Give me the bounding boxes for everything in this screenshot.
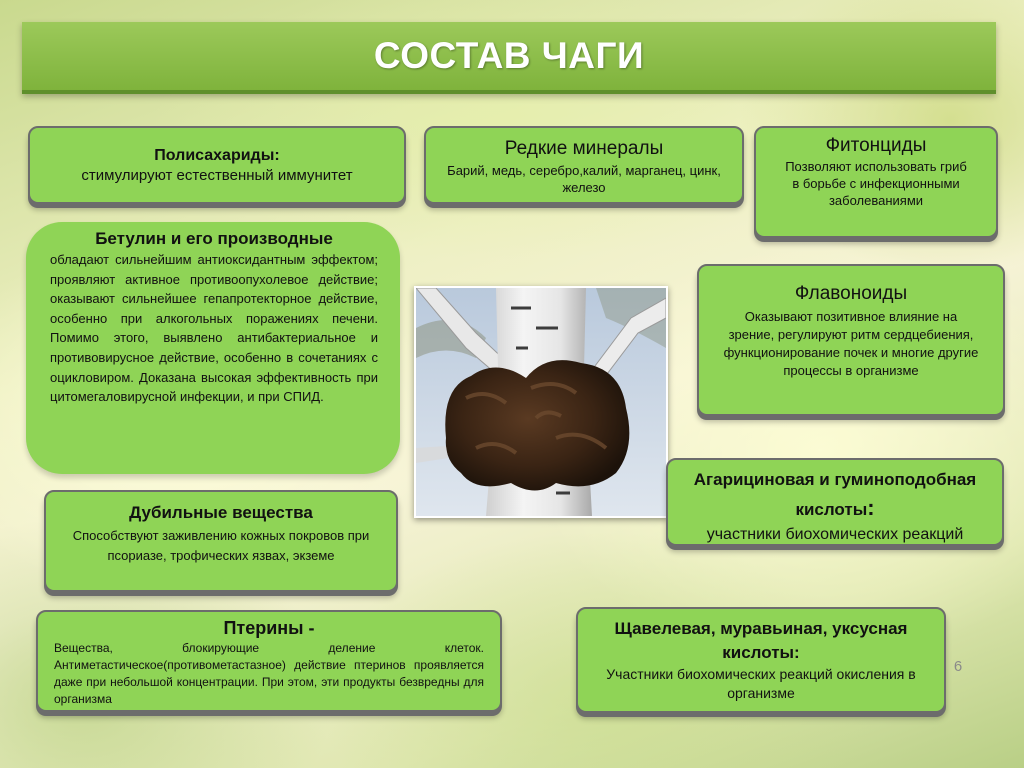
chaga-birch-icon: [416, 288, 666, 516]
polysaccharides-text: стимулируют естественный иммунитет: [81, 167, 353, 184]
phytoncides-heading: Фитонциды: [825, 135, 927, 156]
organic-acids-heading: Щавелевая, муравьиная, уксусная кислоты:: [614, 619, 908, 662]
chaga-photo: [414, 286, 668, 518]
agaric-acids-heading-colon: :: [867, 495, 875, 520]
pterins-box: [36, 610, 502, 712]
organic-acids-text: Участники биохомических реакций окисления в организме: [606, 666, 916, 701]
betulin-text: обладают сильнейшим антиоксидантным эффектом; проявляют активное противоопухолевое действие; оказывают сильнейшее гепапротекторное действие, особенно при алкогольных поражениях печени. Помимо этого, выявлено антибактериальное и противовирусное действие, особенно в сочетаниях с оцикловиром. Доказана высокая эффективность при цитомегаловирусной инфекции, и при СПИД.: [50, 252, 378, 405]
slide-title: СОСТАВ ЧАГИ: [373, 35, 645, 76]
polysaccharides-heading: Полисахариды:: [154, 147, 280, 164]
flavonoids-text: Оказывают позитивное влияние на зрение, регулируют ритм сердцебиения, функционирование почек и многие другие процессы в организме: [723, 309, 979, 378]
minerals-box: [424, 126, 744, 204]
organic-acids-box: [576, 607, 946, 713]
agaric-acids-text: участники биохомических реакций: [706, 526, 964, 543]
pterins-heading: Птерины -: [223, 618, 315, 638]
agaric-acids-heading: [668, 466, 1002, 524]
phytoncides-box: [754, 126, 998, 238]
minerals-heading: Редкие минералы: [504, 138, 664, 159]
polysaccharides-box: [28, 126, 406, 204]
page-number: 6: [953, 658, 963, 675]
pterins-text: Вещества, блокирующие деление клеток. Антиметастическое(противометастазное) действие птеринов проявляется даже при небольшой концентрации. При этом, эти продукты безвредны для организма: [54, 641, 484, 706]
tannins-text: Способствуют заживлению кожных покровов при псориазе, трофических язвах, экземе: [72, 528, 370, 563]
minerals-text: Барий, медь, серебро,калий, марганец, цинк, железо: [447, 163, 721, 195]
agaric-acids-heading-text: Агарициновая и гуминоподобная кислоты: [693, 470, 977, 519]
phytoncides-text: Позволяют использовать гриб в борьбе с инфекционными заболеваниями: [785, 159, 967, 208]
tannins-heading: Дубильные вещества: [129, 503, 313, 522]
title-bar: [22, 22, 996, 94]
betulin-heading: Бетулин и его производные: [95, 229, 333, 248]
tannins-box: [44, 490, 398, 592]
agaric-acids-box: [666, 458, 1004, 546]
flavonoids-heading: Флавоноиды: [794, 283, 908, 304]
betulin-box: [26, 222, 400, 474]
flavonoids-box: [697, 264, 1005, 416]
